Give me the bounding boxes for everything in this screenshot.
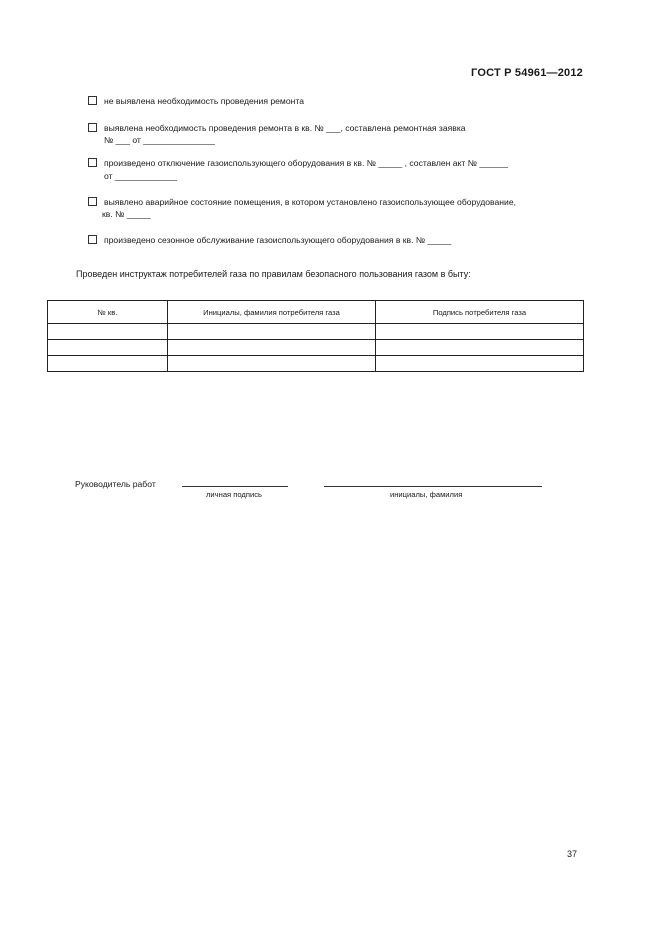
signature-caption: личная подпись [206,490,262,499]
page-number: 37 [567,849,578,859]
table-header-row [48,301,584,324]
name-line[interactable] [324,486,542,487]
table-cell[interactable] [376,340,584,356]
table-cell[interactable] [48,340,168,356]
column-header-consumer-signature: Подпись потребителя газа [376,301,584,324]
checkbox[interactable] [88,96,97,105]
checkbox[interactable] [88,158,97,167]
checkbox[interactable] [88,123,97,132]
table-cell[interactable] [376,356,584,372]
table-cell[interactable] [48,324,168,340]
option-subline: № ___ от _______________ [104,135,215,145]
option-subline: кв. № _____ [102,209,151,219]
column-header-apartment: № кв. [48,301,168,324]
option-text: произведено сезонное обслуживание газоиспользующего оборудования в кв. № _____ [104,235,452,245]
option-subline: от _____________ [104,171,178,181]
table-row [48,340,584,356]
table-cell[interactable] [376,324,584,340]
table-row [48,324,584,340]
option-item [88,120,466,136]
column-header-consumer-name: Инициалы, фамилия потребителя газа [168,301,376,324]
table-cell[interactable] [168,356,376,372]
option-text: выявлено аварийное состояние помещения, в котором установлено газоиспользующее оборудование, [104,197,516,207]
option-item [88,194,516,210]
checkbox[interactable] [88,197,97,206]
option-item [88,232,451,248]
option-item [88,155,508,171]
name-caption: инициалы, фамилия [390,490,463,499]
option-text: не выявлена необходимость проведения ремонта [104,96,304,106]
option-text: произведено отключение газоиспользующего оборудования в кв. № _____ , составлен акт № ______ [104,158,509,168]
table-cell[interactable] [48,356,168,372]
manager-label: Руководитель работ [75,479,156,489]
checkbox[interactable] [88,235,97,244]
briefing-table [47,300,584,372]
table-cell[interactable] [168,324,376,340]
briefing-intro: Проведен инструктаж потребителей газа по правилам безопасного пользования газом в быту: [76,269,471,279]
document-standard-number: ГОСТ Р 54961—2012 [471,67,583,79]
option-item [88,93,304,109]
option-text: выявлена необходимость проведения ремонта в кв. № ___, составлена ремонтная заявка [104,123,466,133]
signature-line[interactable] [182,486,288,487]
table-cell[interactable] [168,340,376,356]
table-row [48,356,584,372]
